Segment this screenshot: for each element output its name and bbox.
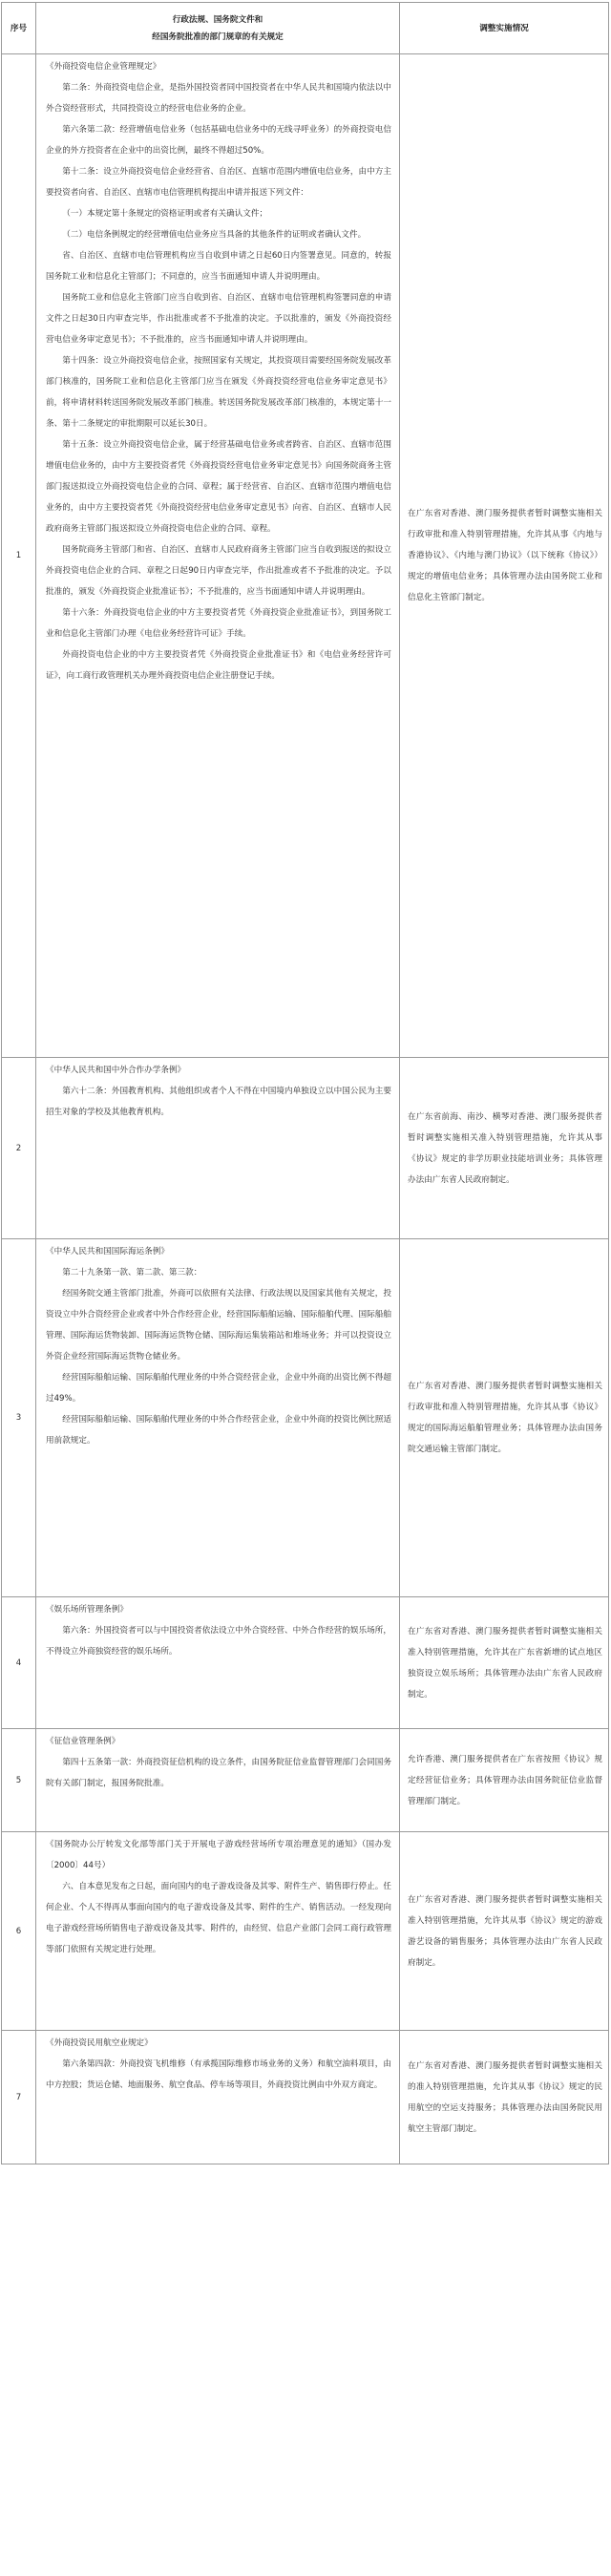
provision-paragraph: 经国务院交通主管部门批准，外商可以依照有关法律、行政法规以及国家其他有关规定，投资设立中外合资经营企业或者中外合作经营企业，经营国际船舶运输、国际船舶代理、国际船舶管理、国际海运货物装卸、国际海运货物仓储、国际海运集装箱站和堆场业务；并可以投资设立外资企业经营国际海运货物仓储业务。 xyxy=(46,1289,391,1362)
law-provisions-cell xyxy=(36,2031,400,2164)
table-row xyxy=(2,1832,609,2031)
law-provisions-cell xyxy=(36,1239,400,1597)
provision-paragraph: 第六条：外国投资者可以与中国投资者依法设立中外合资经营、中外合作经营的娱乐场所，不得设立外商独资经营的娱乐场所。 xyxy=(46,1626,391,1657)
table-header-row xyxy=(2,3,609,54)
row-index: 2 xyxy=(2,1058,36,1239)
header-index: 序号 xyxy=(2,3,36,54)
law-provisions-cell xyxy=(36,54,400,1058)
row-index: 1 xyxy=(2,54,36,1058)
implementation-text: 在广东省对香港、澳门服务提供者暂时调整实施相关准入特别管理措施，允许其在广东省新增的试点地区独资设立娱乐场所；具体管理办法由广东省人民政府制定。 xyxy=(408,1626,602,1700)
implementation-cell xyxy=(400,54,609,1058)
implementation-text: 在广东省对香港、澳门服务提供者暂时调整实施相关行政审批和准入特别管理措施，允许其从事《协议》规定的国际海运船舶管理业务；具体管理办法由国务院交通运输主管部门制定。 xyxy=(408,1382,602,1454)
implementation-text: 在广东省对香港、澳门服务提供者暂时调整实施相关准入特别管理措施，允许其从事《协议》规定的游戏游艺设备的销售服务；具体管理办法由广东省人民政府制定。 xyxy=(408,1894,602,1968)
header-law-line-2: 经国务院批准的部门规章的有关规定 xyxy=(152,32,284,42)
provision-paragraph: 第二十九条第一款、第二款、第三款： xyxy=(62,1268,202,1277)
provision-paragraph: 国务院工业和信息化主管部门应当自收到省、自治区、直辖市电信管理机构签署同意的申请文件之日起30日内审查完毕，作出批准或者不予批准的决定。予以批准的，颁发《外商投资经营电信业务审定意见书》；不予批准的，应当书面通知申请人并说明理由。 xyxy=(46,293,391,345)
implementation-cell xyxy=(400,1832,609,2031)
regulation-title: 《娱乐场所管理条例》 xyxy=(46,1605,128,1615)
law-provisions-cell xyxy=(36,1058,400,1239)
provision-paragraph: 第六十二条：外国教育机构、其他组织或者个人不得在中国境内单独设立以中国公民为主要招生对象的学校及其他教育机构。 xyxy=(46,1087,391,1117)
row-index: 5 xyxy=(2,1729,36,1832)
row-index: 3 xyxy=(2,1239,36,1597)
law-provisions-cell xyxy=(36,1729,400,1832)
implementation-text: 在广东省前海、南沙、横琴对香港、澳门服务提供者暂时调整实施相关准入特别管理措施，允许其从事《协议》规定的非学历职业技能培训业务；具体管理办法由广东省人民政府制定。 xyxy=(408,1111,602,1185)
table-body xyxy=(2,54,609,2164)
provision-paragraph: 六、自本意见发布之日起，面向国内的电子游戏设备及其零、附件生产、销售即行停止。任何企业、个人不得再从事面向国内的电子游戏设备及其零、附件的生产、销售活动。一经发现向电子游戏经营场所销售电子游戏设备及其零、附件的，由经贸、信息产业部门会同工商行政管理等部门依照有关规定进行处理。 xyxy=(46,1882,391,1954)
header-law xyxy=(36,3,400,54)
table-row xyxy=(2,2031,609,2164)
regulation-title: 《征信业管理条例》 xyxy=(46,1737,120,1746)
row-index: 7 xyxy=(2,2031,36,2164)
row-index: 6 xyxy=(2,1832,36,2031)
regulation-title: 《外商投资民用航空业规定》 xyxy=(46,2038,153,2048)
provision-paragraph: 第四十五条第一款：外商投资征信机构的设立条件，由国务院征信业监督管理部门会同国务院有关部门制定，报国务院批准。 xyxy=(46,1758,391,1788)
provision-paragraph: 国务院商务主管部门和省、自治区、直辖市人民政府商务主管部门应当自收到报送的拟设立外商投资电信企业的合同、章程之日起90日内审查完毕，作出批准或者不予批准的决定。予以批准的，颁发《外商投资企业批准证书》；不予批准的，应当书面通知申请人并说明理由。 xyxy=(46,545,391,597)
provision-paragraph: 省、自治区、直辖市电信管理机构应当自收到申请之日起60日内签署意见。同意的，转报国务院工业和信息化主管部门；不同意的，应当书面通知申请人并说明理由。 xyxy=(46,251,391,282)
regulation-title: 《中华人民共和国国际海运条例》 xyxy=(46,1247,169,1256)
table-row xyxy=(2,1239,609,1597)
provision-paragraph: 第十五条：设立外商投资电信企业，属于经营基础电信业务或者跨省、自治区、直辖市范围增值电信业务的，由中方主要投资者凭《外商投资经营电信业务审定意见书》向国务院商务主管部门报送拟设立外商投资电信企业的合同、章程；属于经营省、自治区、直辖市范围内增值电信业务的，由中方主要投资者凭《外商投资经营电信业务审定意见书》向省、自治区、直辖市人民政府商务主管部门报送拟设立外商投资电信企业的合同、章程。 xyxy=(46,440,391,534)
implementation-cell xyxy=(400,2031,609,2164)
provision-paragraph: 第六条第二款：经营增值电信业务（包括基础电信业务中的无线寻呼业务）的外商投资电信企业的外方投资者在企业中的出资比例，最终不得超过50%。 xyxy=(46,125,391,156)
implementation-cell xyxy=(400,1729,609,1832)
provision-paragraph: 第十六条：外商投资电信企业的中方主要投资者凭《外商投资企业批准证书》，到国务院工业和信息化主管部门办理《电信业务经营许可证》手续。 xyxy=(46,608,391,639)
regulation-title: 《国务院办公厅转发文化部等部门关于开展电子游戏经营场所专项治理意见的通知》（国办发〔2000〕44号） xyxy=(46,1840,391,1870)
provision-paragraph: 第十四条：设立外商投资电信企业，按照国家有关规定，其投资项目需要经国务院发展改革部门核准的，国务院工业和信息化主管部门应当在颁发《外商投资经营电信业务审定意见书》前，将申请材料转送国务院发展改革部门核准。转送国务院发展改革部门核准的，本规定第十一条、第十二条规定的审批期限可以延长30日。 xyxy=(46,356,391,429)
header-implementation: 调整实施情况 xyxy=(400,3,609,54)
implementation-text: 在广东省对香港、澳门服务提供者暂时调整实施相关行政审批和准入特别管理措施，允许其从事《内地与香港协议》、《内地与澳门协议》（以下统称《协议》）规定的增值电信业务；具体管理办法由国务院工业和信息化主管部门制定。 xyxy=(408,509,602,602)
implementation-cell xyxy=(400,1058,609,1239)
row-index: 4 xyxy=(2,1597,36,1729)
law-provisions-cell xyxy=(36,1832,400,2031)
regulation-title: 《外商投资电信企业管理规定》 xyxy=(46,62,161,72)
implementation-cell xyxy=(400,1239,609,1597)
regulation-title: 《中华人民共和国中外合作办学条例》 xyxy=(46,1066,186,1075)
table-row xyxy=(2,1729,609,1832)
header-law-line-1: 行政法规、国务院文件和 xyxy=(172,14,263,25)
provision-paragraph: 外商投资电信企业的中方主要投资者凭《外商投资企业批准证书》和《电信业务经营许可证》，向工商行政管理机关办理外商投资电信企业注册登记手续。 xyxy=(46,650,391,681)
provision-paragraph: 第二条：外商投资电信企业，是指外国投资者同中国投资者在中华人民共和国境内依法以中外合资经营形式，共同投资设立的经营电信业务的企业。 xyxy=(46,83,391,114)
provision-paragraph: （一）本规定第十条规定的资格证明或者有关确认文件； xyxy=(62,209,268,219)
table-row xyxy=(2,1597,609,1729)
implementation-text: 在广东省对香港、澳门服务提供者暂时调整实施相关的准入特别管理措施，允许其从事《协议》规定的民用航空的空运支持服务；具体管理办法由国务院民用航空主管部门制定。 xyxy=(408,2060,602,2134)
implementation-text: 允许香港、澳门服务提供者在广东省按照《协议》规定经营征信业务；具体管理办法由国务院征信业监督管理部门制定。 xyxy=(408,1754,602,1806)
provision-paragraph: 第六条第四款：外商投资飞机维修（有承揽国际维修市场业务的义务）和航空油料项目，由中方控股；货运仓储、地面服务、航空食品、停车场等项目，外商投资比例由中外双方商定。 xyxy=(46,2059,391,2090)
adjustment-table xyxy=(1,2,609,2164)
table-row xyxy=(2,54,609,1058)
provision-paragraph: 经营国际船舶运输、国际船舶代理业务的中外合资经营企业，企业中外商的出资比例不得超过49%。 xyxy=(46,1373,391,1404)
law-provisions-cell xyxy=(36,1597,400,1729)
provision-paragraph: （二）电信条例规定的经营增值电信业务应当具备的其他条件的证明或者确认文件。 xyxy=(62,230,367,240)
provision-paragraph: 第十二条：设立外商投资电信企业经营省、自治区、直辖市范围内增值电信业务，由中方主要投资者向省、自治区、直辖市电信管理机构提出申请并报送下列文件： xyxy=(46,167,391,198)
table-row xyxy=(2,1058,609,1239)
provision-paragraph: 经营国际船舶运输、国际船舶代理业务的中外合作经营企业，企业中外商的投资比例比照适用前款规定。 xyxy=(46,1415,391,1446)
implementation-cell xyxy=(400,1597,609,1729)
